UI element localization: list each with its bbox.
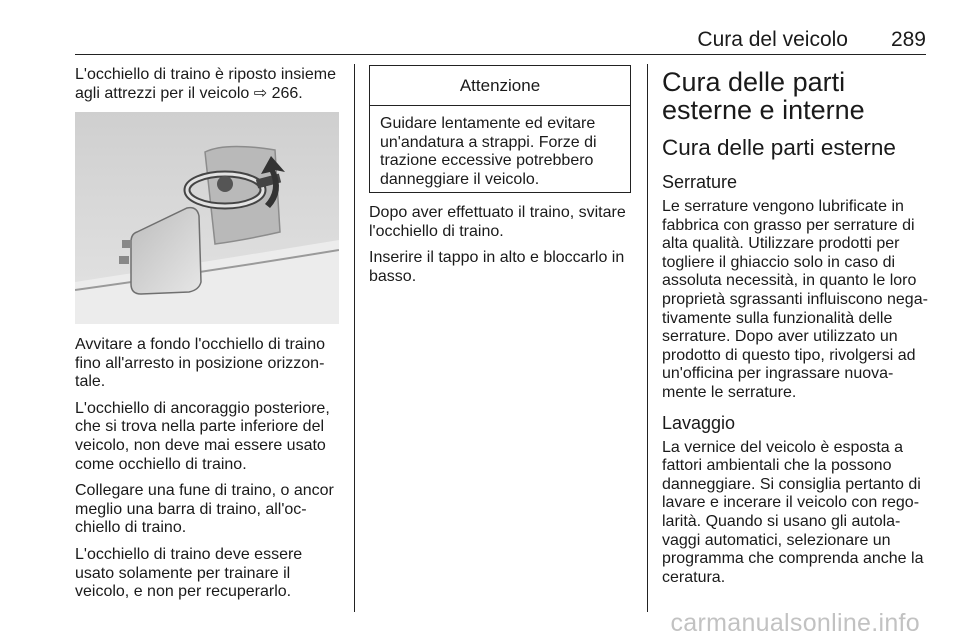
paragraph: Dopo aver effettuato il traino, svitare l'occhiello di traino. [369,204,626,240]
paragraph: La vernice del veicolo è esposta a fattori ambientali che la possono danneggiare. Si consiglia pertanto di lavare e incerare il veicolo con rego-larità. Quando si usano gli autola-vaggi automatici, selezionare un programma che comprenda anche la ceratura. [662,438,924,586]
column-left-body [75,336,345,610]
column-left [75,66,343,111]
chapter-title: Cura del veicolo [697,28,848,51]
section-heading: Cura delle parti esterne e interne [662,67,865,125]
paragraph: Avvitare a fondo l'occhiello di traino fino all'arresto in posizione orizzon-tale. [75,336,326,391]
column-middle-body [369,204,635,294]
column-divider [354,64,355,612]
intro-paragraph: L'occhiello di traino è riposto insieme agli attrezzi per il veicolo ⇨ 266. [75,66,336,102]
topic-heading-serrature: Serrature [662,172,738,192]
column-divider [647,64,648,612]
warning-text: Guidare lentamente ed evitare un'andatura a strappi. Forze di trazione eccessive potrebbero danneggiare il veicolo. [380,115,597,188]
paragraph: Collegare una fune di traino, o ancor meglio una barra di traino, all'oc-chiello di traino. [75,482,334,537]
paragraph: L'occhiello di traino deve essere usato solamente per trainare il veicolo, e non per recuperarlo. [75,545,303,601]
page-header [75,28,926,55]
warning-title: Attenzione [370,66,630,106]
site-watermark: carmanualsonline.info [670,609,920,637]
paragraph: L'occhiello di ancoraggio posteriore, che si trova nella parte inferiore del veicolo, non deve mai essere usato come occhiello di traino. [75,399,330,473]
paragraph: Le serrature vengono lubrificate in fabbrica con grasso per serrature di alta qualità. Utilizzare prodotti per togliere il ghiaccio solo in caso di assoluta necessità, in quanto le loro proprietà sgrassanti influiscono nega-tivamente sulla funzionalità delle serrature. Dopo aver utilizzato un prodotto di questo tipo, rivolgersi ad un'officina per ingrassare nuova-mente le serrature. [662,198,928,401]
paragraph: Inserire il tappo in alto e bloccarlo in basso. [369,249,625,285]
tow-eye-illustration [75,112,339,324]
subsection-heading: Cura delle parti esterne [662,135,896,160]
bumper-tow-eye-drawing [75,112,339,324]
topic-heading-lavaggio: Lavaggio [662,412,736,433]
page-number: 289 [890,28,926,51]
column-right [662,68,930,595]
warning-box [369,65,631,193]
